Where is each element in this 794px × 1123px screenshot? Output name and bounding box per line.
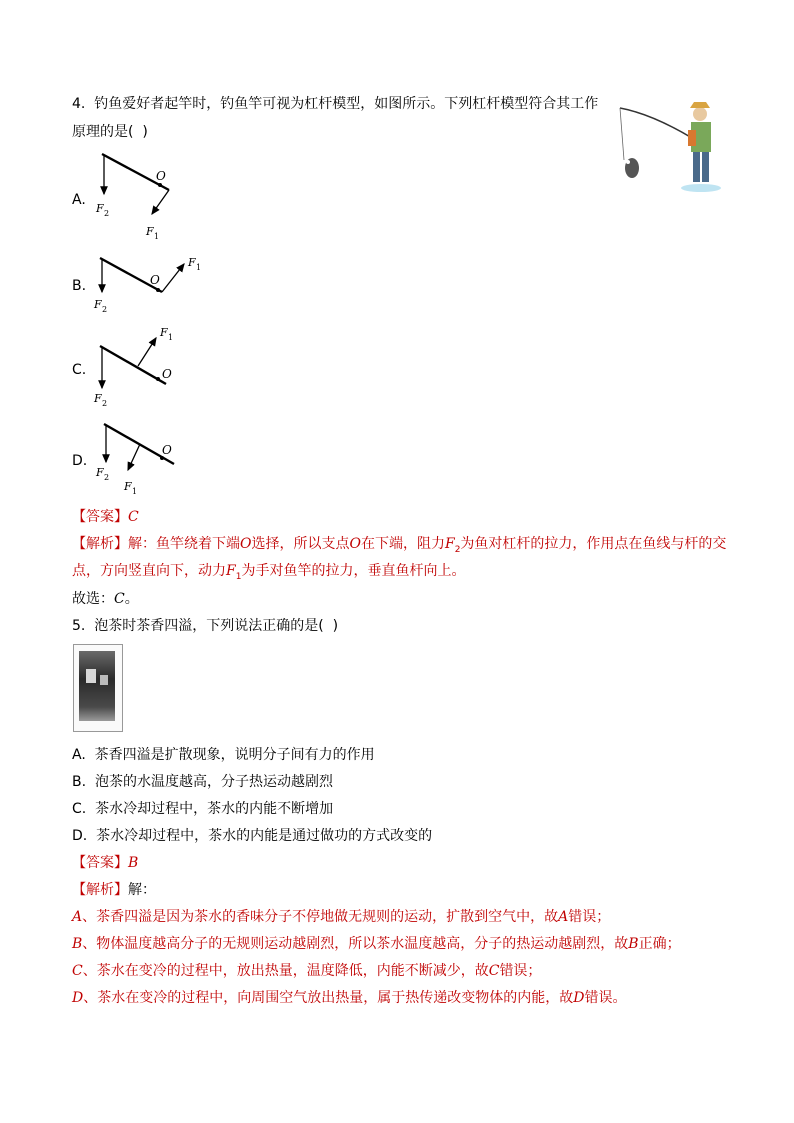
svg-text:1: 1: [168, 333, 174, 342]
q5-option-c: C. 茶水冷却过程中，茶水的内能不断增加: [72, 801, 334, 817]
svg-text:O: O: [162, 367, 172, 381]
lever-diagram-a: [94, 150, 180, 242]
q5-stem: 5. 泡茶时茶香四溢，下列说法正确的是( ): [72, 618, 339, 634]
q4-analysis-line2: 点，方向竖直向下，动力$F_1$为手对鱼竿的拉力，垂直鱼杆向上。: [72, 563, 466, 582]
svg-text:F: F: [124, 480, 132, 493]
fisherman-illustration: [612, 100, 724, 200]
q4-answer: [72, 508, 139, 526]
q5-analysis-c: C、茶水在变冷的过程中，放出热量，温度降低，内能不断减少，故C错误；: [72, 963, 542, 979]
pivot-label: O: [156, 169, 166, 183]
svg-text:2: 2: [102, 305, 108, 314]
q5-option-b: B. 泡茶的水温度越高，分子热运动越剧烈: [72, 774, 333, 790]
svg-text:2: 2: [104, 209, 110, 218]
q4-option-c-label: C.: [72, 362, 87, 378]
tea-cup-photo: [73, 644, 123, 732]
q5-option-a: A. 茶香四溢是扩散现象，说明分子间有力的作用: [72, 747, 375, 763]
q5-answer: [72, 854, 138, 872]
q4-stem-line1: 4. 钓鱼爱好者起竿时，钓鱼竿可视为杠杆模型，如图所示。下列杠杆模型符合其工作: [72, 96, 599, 112]
q5-analysis-d: D、茶水在变冷的过程中，向周围空气放出热量，属于热传递改变物体的内能，故D错误。: [72, 990, 627, 1006]
q5-analysis-a: A、茶香四溢是因为茶水的香味分子不停地做无规则的运动，扩散到空气中，故A错误；: [72, 909, 611, 925]
svg-text:1: 1: [196, 263, 202, 272]
q4-choice: 故选：C。: [72, 591, 139, 607]
force-f2-label: F: [96, 202, 104, 215]
svg-text:2: 2: [104, 473, 110, 482]
lever-diagram-b: [90, 254, 210, 314]
q4-option-a-label: A.: [72, 192, 86, 208]
q5-analysis-header: 【解析】解：: [72, 882, 156, 898]
lever-diagram-c: [90, 322, 190, 410]
svg-text:F: F: [94, 298, 102, 311]
q5-analysis-b: B、物体温度越高分子的无规则运动越剧烈，所以茶水温度越高，分子的热运动越剧烈，故B正确；: [72, 936, 681, 952]
force-f1-label: F: [146, 225, 154, 238]
q4-option-b-label: B.: [72, 278, 87, 294]
svg-text:F: F: [94, 392, 102, 405]
answer-value: C: [128, 509, 139, 525]
analysis-label: 【解析】: [72, 536, 128, 552]
svg-text:1: 1: [154, 232, 160, 241]
q4-option-d-label: D.: [72, 453, 88, 469]
svg-text:1: 1: [132, 487, 138, 496]
answer-label: 【答案】: [72, 509, 128, 525]
q4-stem-line2: 原理的是( ): [72, 124, 148, 140]
svg-text:F: F: [96, 466, 104, 479]
svg-text:F: F: [160, 326, 168, 339]
q5-option-d: D. 茶水冷却过程中，茶水的内能是通过做功的方式改变的: [72, 828, 433, 844]
answer-label: 【答案】: [72, 855, 128, 871]
answer-value: B: [128, 855, 139, 871]
lever-diagram-d: [90, 418, 190, 500]
svg-text:O: O: [150, 273, 160, 287]
svg-text:O: O: [162, 443, 172, 457]
svg-text:F: F: [188, 256, 196, 269]
q4-analysis-line1: 【解析】解：鱼竿绕着下端O选择，所以支点O在下端，阻力$F_2$为鱼对杠杆的拉力，作用点在鱼线与杆的交: [72, 536, 727, 555]
svg-text:2: 2: [102, 399, 108, 408]
